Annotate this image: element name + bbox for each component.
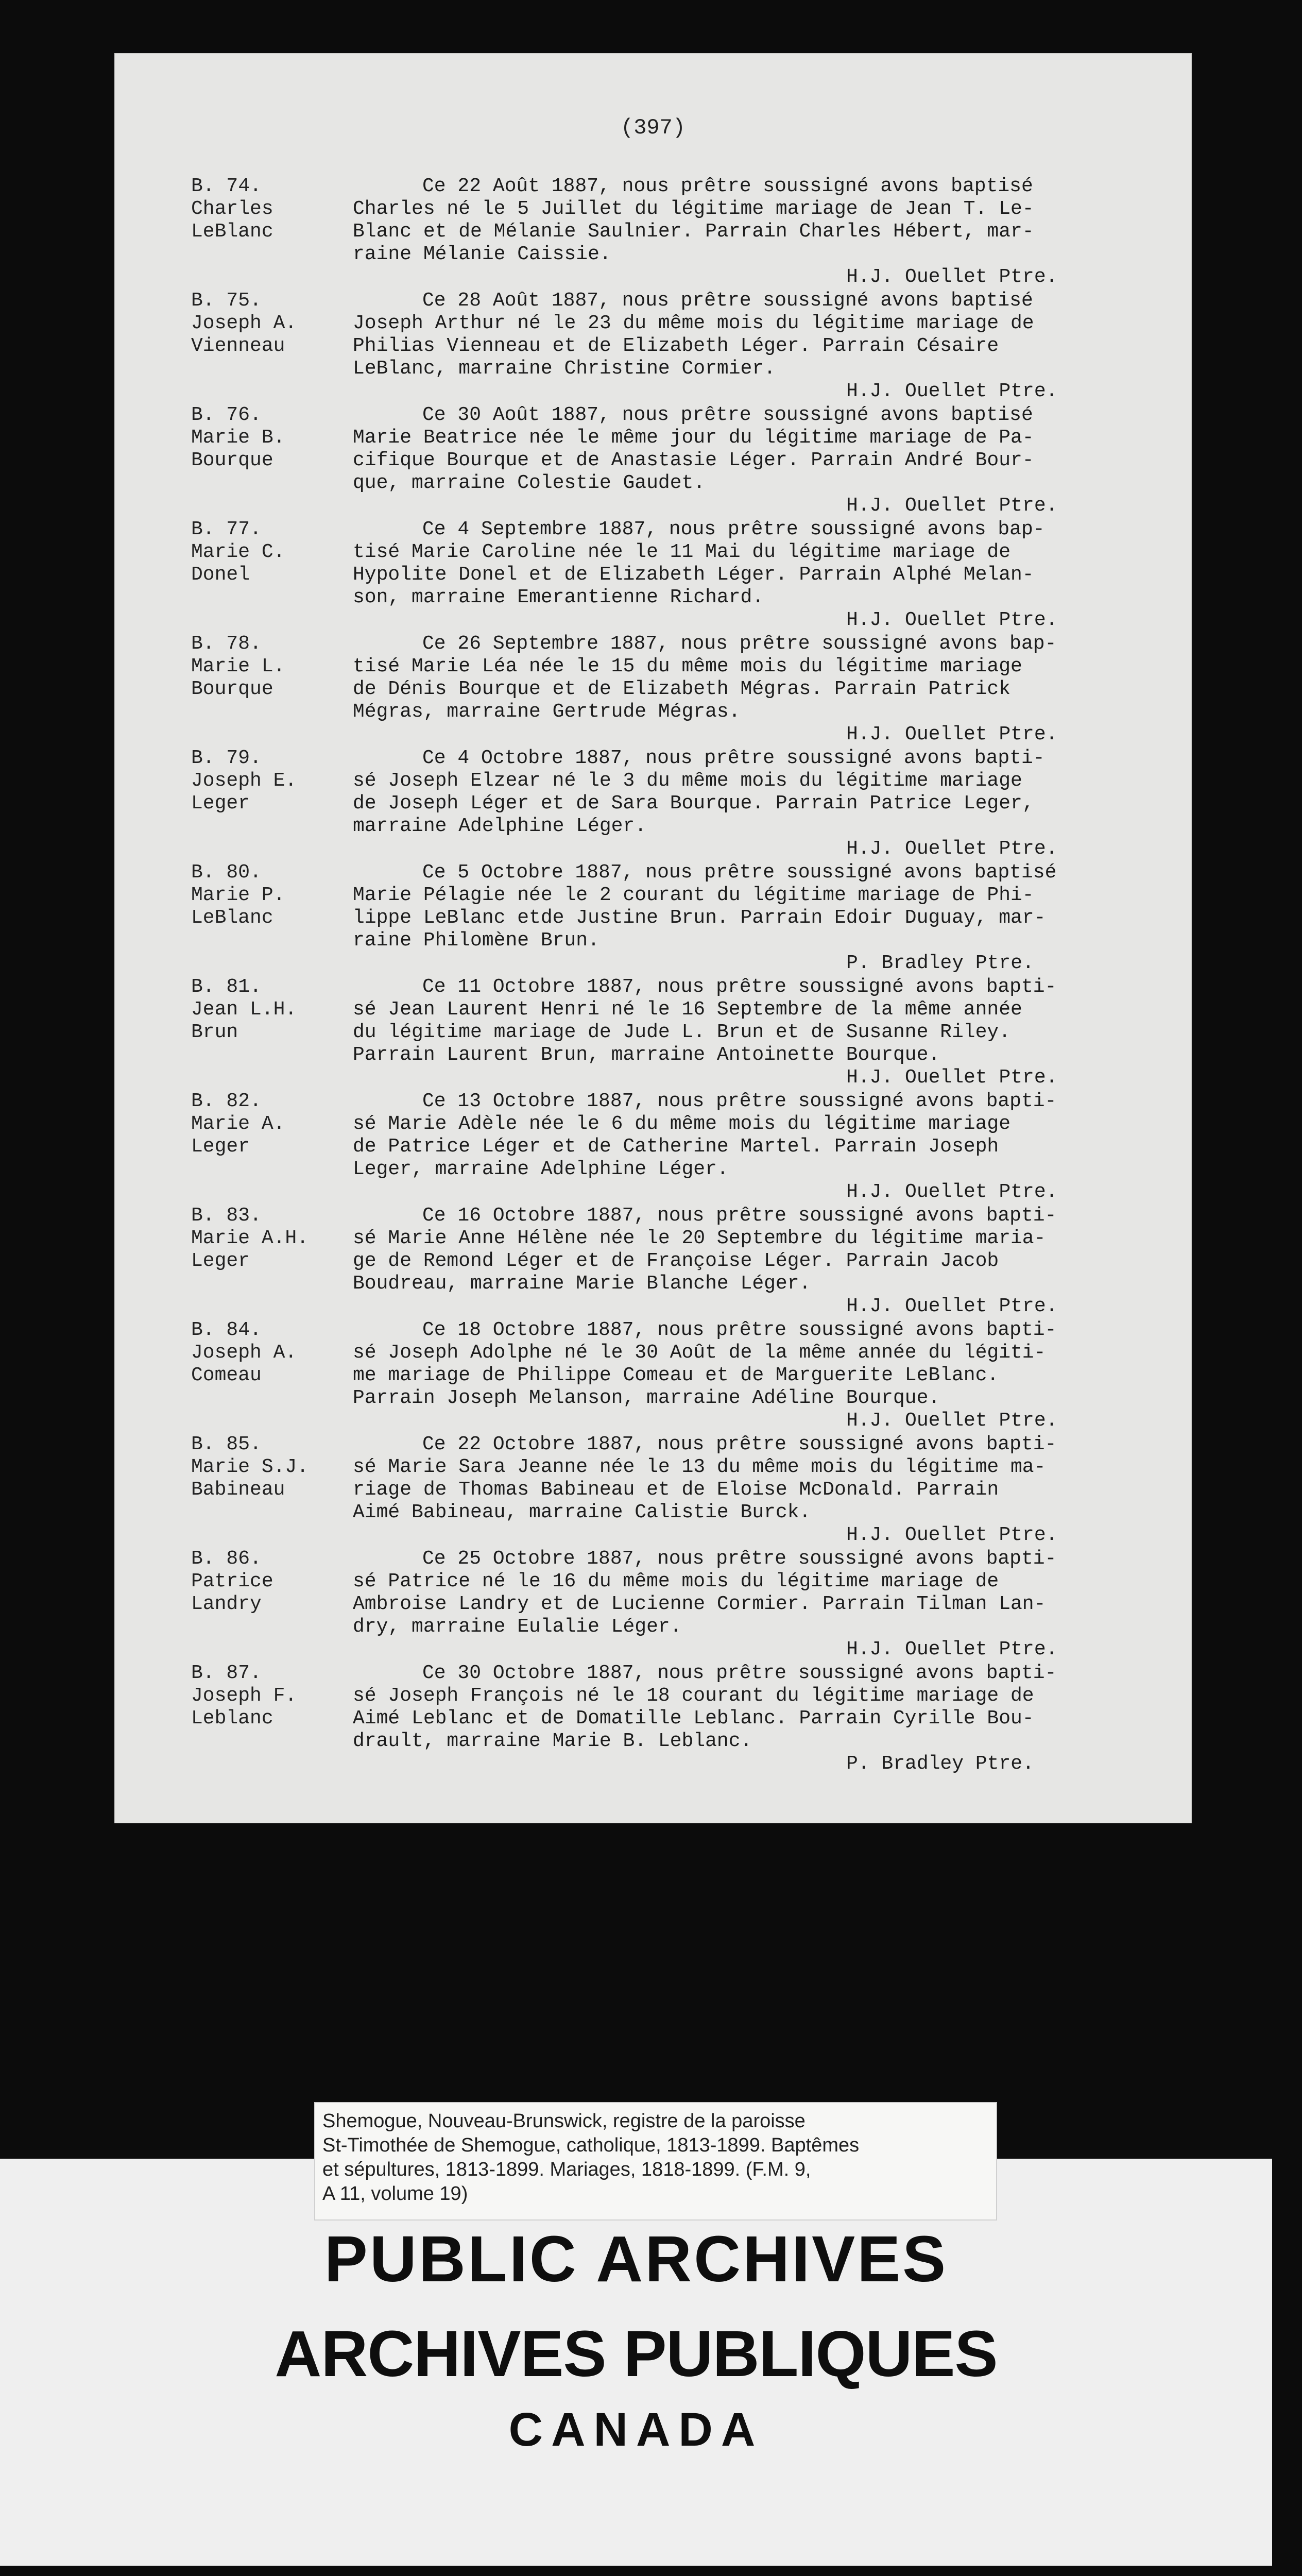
priest-signature: H.J. Ouellet Ptre. — [846, 1295, 1058, 1317]
entry-name: Marie A.H. — [191, 1227, 309, 1249]
entry-label — [191, 1319, 346, 1387]
baptism-entry — [115, 976, 1191, 1090]
priest-signature: P. Bradley Ptre. — [846, 1753, 1034, 1775]
entry-line: Aimé Leblanc et de Domatille Leblanc. Parrain Cyrille Bou- — [353, 1707, 1034, 1730]
entry-name: Leger — [191, 792, 250, 815]
priest-signature: H.J. Ouellet Ptre. — [846, 1066, 1058, 1089]
priest-signature: H.J. Ouellet Ptre. — [846, 1181, 1058, 1203]
entry-text — [353, 1662, 1156, 1775]
entry-number: B. 74. — [191, 175, 262, 197]
entry-text — [353, 1090, 1156, 1204]
entry-name: Babineau — [191, 1479, 285, 1501]
entry-line: que, marraine Colestie Gaudet. — [353, 472, 706, 494]
entry-line: Mégras, marraine Gertrude Mégras. — [353, 701, 741, 723]
entry-line: sé Jean Laurent Henri né le 16 Septembre de la même année — [353, 998, 1022, 1021]
entry-line: Ce 30 Août 1887, nous prêtre soussigné avons baptisé — [422, 404, 1033, 426]
baptism-entry — [115, 404, 1191, 518]
entry-line: son, marraine Emerantienne Richard. — [353, 586, 764, 608]
entry-line: me mariage de Philippe Comeau et de Marguerite LeBlanc. — [353, 1364, 999, 1386]
archive-title-french: ARCHIVES PUBLIQUES — [275, 2317, 998, 2390]
entry-name: Brun — [191, 1021, 238, 1043]
citation-line: St-Timothée de Shemogue, catholique, 1813-1899. Baptêmes — [322, 2134, 860, 2156]
entry-label — [191, 1548, 346, 1616]
entries-list — [115, 175, 1191, 1776]
priest-signature: H.J. Ouellet Ptre. — [846, 1410, 1058, 1432]
entry-line: LeBlanc, marraine Christine Cormier. — [353, 358, 776, 380]
entry-number: B. 81. — [191, 976, 262, 998]
entry-line: sé Joseph Adolphe né le 30 Août de la même année du légiti- — [353, 1342, 1046, 1364]
entry-line: Marie Pélagie née le 2 courant du légitime mariage de Phi- — [353, 884, 1034, 906]
entry-text — [353, 290, 1156, 403]
entry-name: Leger — [191, 1250, 250, 1272]
entry-line: Ce 16 Octobre 1887, nous prêtre soussigné avons bapti- — [422, 1205, 1057, 1227]
entry-label — [191, 1433, 346, 1501]
baptism-entry — [115, 1662, 1191, 1776]
baptism-entry — [115, 175, 1191, 290]
entry-text — [353, 633, 1156, 746]
entry-line: Ce 18 Octobre 1887, nous prêtre soussigné avons bapti- — [422, 1319, 1057, 1341]
entry-label — [191, 404, 346, 472]
priest-signature: H.J. Ouellet Ptre. — [846, 838, 1058, 860]
entry-line: Ce 26 Septembre 1887, nous prêtre soussigné avons bap- — [422, 633, 1057, 655]
entry-name: Marie S.J. — [191, 1456, 309, 1478]
entry-label — [191, 747, 346, 815]
citation-line: Shemogue, Nouveau-Brunswick, registre de la paroisse — [322, 2110, 806, 2132]
entry-text — [353, 976, 1156, 1089]
entry-name: Patrice — [191, 1570, 273, 1592]
entry-label — [191, 633, 346, 701]
entry-line: Charles né le 5 Juillet du légitime mariage de Jean T. Le- — [353, 198, 1034, 220]
entry-line: sé Joseph François né le 18 courant du légitime mariage de — [353, 1685, 1034, 1707]
priest-signature: H.J. Ouellet Ptre. — [846, 609, 1058, 631]
baptism-entry — [115, 290, 1191, 404]
entry-label — [191, 1662, 346, 1730]
entry-line: de Patrice Léger et de Catherine Martel. Parrain Joseph — [353, 1136, 999, 1158]
entry-line: Joseph Arthur né le 23 du même mois du légitime mariage de — [353, 312, 1034, 334]
entry-number: B. 75. — [191, 290, 262, 312]
entry-line: de Dénis Bourque et de Elizabeth Mégras. Parrain Patrick — [353, 678, 1011, 700]
entry-text — [353, 861, 1156, 975]
entry-text — [353, 175, 1156, 289]
entry-line: ge de Remond Léger et de Françoise Léger. Parrain Jacob — [353, 1250, 999, 1272]
entry-text — [353, 1433, 1156, 1547]
entry-name: Leblanc — [191, 1707, 273, 1730]
entry-line: sé Marie Adèle née le 6 du même mois du légitime mariage — [353, 1113, 1011, 1135]
entry-line: raine Mélanie Caissie. — [353, 243, 611, 265]
entry-line: tisé Marie Léa née le 15 du même mois du légitime mariage — [353, 655, 1022, 677]
entry-number: B. 84. — [191, 1319, 262, 1341]
entry-line: sé Joseph Elzear né le 3 du même mois du légitime mariage — [353, 770, 1022, 792]
entry-name: Marie C. — [191, 541, 285, 563]
entry-label — [191, 861, 346, 929]
entry-line: cifique Bourque et de Anastasie Léger. Parrain André Bour- — [353, 449, 1034, 471]
entry-number: B. 85. — [191, 1433, 262, 1455]
entry-number: B. 79. — [191, 747, 262, 769]
citation-line: et sépultures, 1813-1899. Mariages, 1818-1899. (F.M. 9, — [322, 2159, 811, 2180]
entry-name: Bourque — [191, 678, 273, 700]
priest-signature: H.J. Ouellet Ptre. — [846, 495, 1058, 517]
entry-name: Donel — [191, 564, 250, 586]
entry-line: Ce 22 Octobre 1887, nous prêtre soussigné avons bapti- — [422, 1433, 1057, 1455]
entry-line: Ce 28 Août 1887, nous prêtre soussigné avons baptisé — [422, 290, 1033, 312]
entry-line: Ce 4 Octobre 1887, nous prêtre soussigné avons bapti- — [422, 747, 1045, 769]
entry-label — [191, 290, 346, 358]
entry-line: Parrain Joseph Melanson, marraine Adéline Bourque. — [353, 1387, 940, 1409]
entry-number: B. 87. — [191, 1662, 262, 1684]
entry-line: drault, marraine Marie B. Leblanc. — [353, 1730, 752, 1752]
entry-text — [353, 1205, 1156, 1318]
entry-text — [353, 747, 1156, 860]
entry-number: B. 86. — [191, 1548, 262, 1570]
entry-line: sé Marie Sara Jeanne née le 13 du même mois du légitime ma- — [353, 1456, 1046, 1478]
entry-text — [353, 1319, 1156, 1432]
baptism-entry — [115, 747, 1191, 861]
baptism-entry — [115, 861, 1191, 976]
entry-line: sé Marie Anne Hélène née le 20 Septembre du légitime maria- — [353, 1227, 1046, 1249]
entry-name: Landry — [191, 1593, 262, 1615]
priest-signature: H.J. Ouellet Ptre. — [846, 380, 1058, 402]
baptism-entry — [115, 1548, 1191, 1662]
citation-line: A 11, volume 19) — [322, 2183, 468, 2205]
baptism-entry — [115, 1433, 1191, 1548]
archive-title-english: PUBLIC ARCHIVES — [324, 2223, 948, 2295]
entry-line: Ce 22 Août 1887, nous prêtre soussigné avons baptisé — [422, 175, 1033, 197]
priest-signature: H.J. Ouellet Ptre. — [846, 1638, 1058, 1660]
entry-line: raine Philomène Brun. — [353, 929, 599, 952]
entry-name: Bourque — [191, 449, 273, 471]
entry-label — [191, 175, 346, 243]
priest-signature: P. Bradley Ptre. — [846, 952, 1034, 974]
entry-line: Aimé Babineau, marraine Calistie Burck. — [353, 1501, 811, 1523]
priest-signature: H.J. Ouellet Ptre. — [846, 266, 1058, 288]
entry-name: Joseph A. — [191, 312, 297, 334]
entry-number: B. 83. — [191, 1205, 262, 1227]
baptism-entry — [115, 1205, 1191, 1319]
page-number: (397) — [620, 115, 686, 140]
baptism-entry — [115, 1090, 1191, 1205]
entry-line: Ce 5 Octobre 1887, nous prêtre soussigné avons baptisé — [422, 861, 1057, 884]
entry-label — [191, 976, 346, 1044]
entry-name: Vienneau — [191, 335, 285, 357]
entry-text — [353, 518, 1156, 632]
entry-number: B. 76. — [191, 404, 262, 426]
entry-label — [191, 518, 346, 586]
entry-line: Ambroise Landry et de Lucienne Cormier. Parrain Tilman Lan- — [353, 1593, 1046, 1615]
entry-name: Jean L.H. — [191, 998, 297, 1021]
baptism-entry — [115, 1319, 1191, 1433]
entry-name: Joseph F. — [191, 1685, 297, 1707]
entry-line: tisé Marie Caroline née le 11 Mai du légitime mariage de — [353, 541, 1011, 563]
entry-line: Hypolite Donel et de Elizabeth Léger. Parrain Alphé Melan- — [353, 564, 1034, 586]
entry-line: Ce 13 Octobre 1887, nous prêtre soussigné avons bapti- — [422, 1090, 1057, 1112]
entry-line: Ce 30 Octobre 1887, nous prêtre soussigné avons bapti- — [422, 1662, 1057, 1684]
entry-number: B. 77. — [191, 518, 262, 540]
entry-line: Parrain Laurent Brun, marraine Antoinette Bourque. — [353, 1044, 940, 1066]
entry-name: Marie L. — [191, 655, 285, 677]
entry-name: Marie P. — [191, 884, 285, 906]
entry-name: Joseph A. — [191, 1342, 297, 1364]
entry-text — [353, 1548, 1156, 1661]
entry-line: dry, marraine Eulalie Léger. — [353, 1616, 682, 1638]
entry-line: Ce 25 Octobre 1887, nous prêtre soussigné avons bapti- — [422, 1548, 1057, 1570]
entry-line: Ce 4 Septembre 1887, nous prêtre soussigné avons bap- — [422, 518, 1045, 540]
entry-line: lippe LeBlanc etde Justine Brun. Parrain Edoir Duguay, mar- — [353, 907, 1046, 929]
entry-line: Ce 11 Octobre 1887, nous prêtre soussigné avons bapti- — [422, 976, 1057, 998]
entry-label — [191, 1205, 346, 1273]
entry-line: Blanc et de Mélanie Saulnier. Parrain Charles Hébert, mar- — [353, 221, 1034, 243]
entry-line: de Joseph Léger et de Sara Bourque. Parrain Patrice Leger, — [353, 792, 1034, 815]
archive-country: CANADA — [508, 2403, 764, 2456]
priest-signature: H.J. Ouellet Ptre. — [846, 723, 1058, 745]
entry-name: Leger — [191, 1136, 250, 1158]
register-page — [114, 53, 1192, 1823]
entry-name: Marie A. — [191, 1113, 285, 1135]
entry-name: Marie B. — [191, 427, 285, 449]
entry-name: Charles — [191, 198, 273, 220]
entry-name: Joseph E. — [191, 770, 297, 792]
entry-line: Marie Beatrice née le même jour du légitime mariage de Pa- — [353, 427, 1034, 449]
priest-signature: H.J. Ouellet Ptre. — [846, 1524, 1058, 1546]
entry-line: Leger, marraine Adelphine Léger. — [353, 1158, 729, 1180]
entry-name: LeBlanc — [191, 221, 273, 243]
entry-name: Comeau — [191, 1364, 262, 1386]
entry-line: sé Patrice né le 16 du même mois du légitime mariage de — [353, 1570, 999, 1592]
entry-text — [353, 404, 1156, 517]
baptism-entry — [115, 633, 1191, 747]
entry-number: B. 78. — [191, 633, 262, 655]
entry-number: B. 80. — [191, 861, 262, 884]
entry-line: marraine Adelphine Léger. — [353, 815, 647, 837]
entry-line: Boudreau, marraine Marie Blanche Léger. — [353, 1273, 811, 1295]
entry-line: riage de Thomas Babineau et de Eloise McDonald. Parrain — [353, 1479, 999, 1501]
citation-label — [315, 2103, 996, 2219]
entry-label — [191, 1090, 346, 1158]
entry-line: Philias Vienneau et de Elizabeth Léger. Parrain Césaire — [353, 335, 999, 357]
entry-line: du légitime mariage de Jude L. Brun et de Susanne Riley. — [353, 1021, 1011, 1043]
baptism-entry — [115, 518, 1191, 633]
entry-number: B. 82. — [191, 1090, 262, 1112]
entry-name: LeBlanc — [191, 907, 273, 929]
